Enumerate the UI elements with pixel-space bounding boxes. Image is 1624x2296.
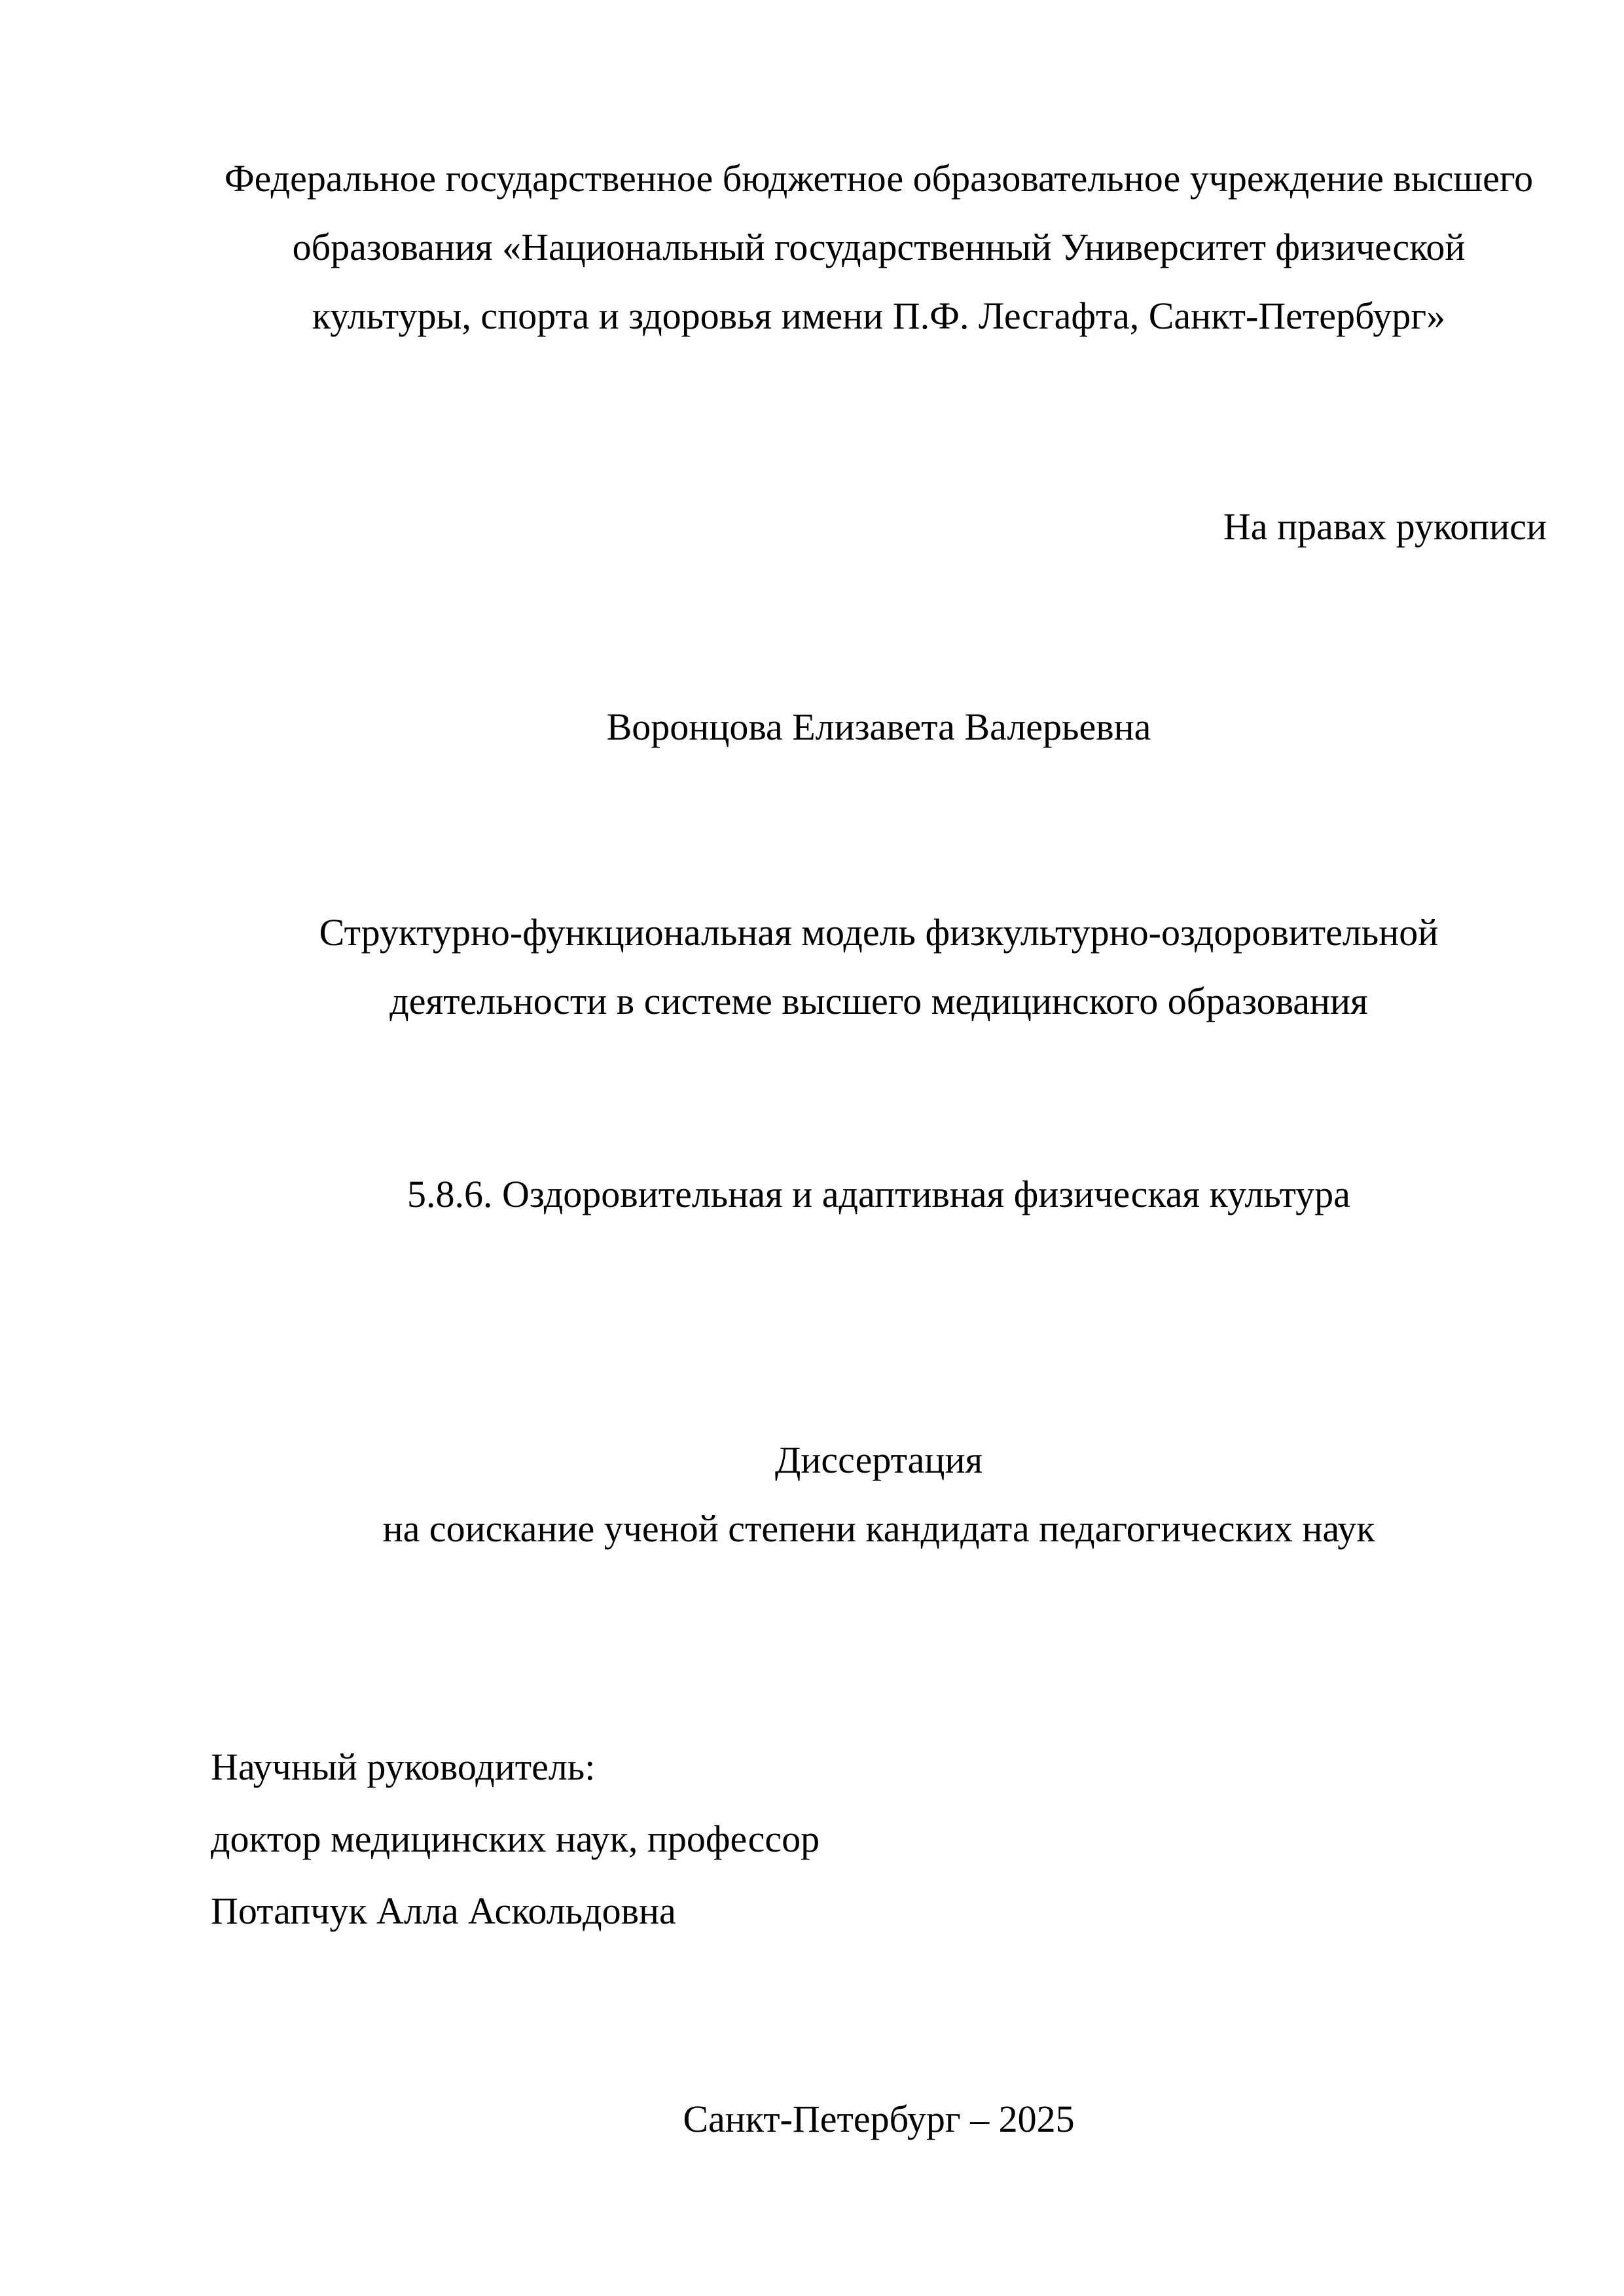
manuscript-rights-text: На правах рукописи [1223, 505, 1547, 548]
institution-line-1: Федеральное государственное бюджетное образовательное учреждение высшего [224, 157, 1534, 200]
institution-header [211, 144, 1547, 350]
dissertation-title-line-1: Структурно-функциональная модель физкультурно-оздоровительной [319, 911, 1439, 954]
dissertation-title [211, 898, 1547, 1035]
author-name-text: Воронцова Елизавета Валерьевна [606, 706, 1151, 748]
manuscript-rights-note [211, 492, 1547, 561]
supervisor-label: Научный руководитель: [211, 1746, 596, 1788]
specialty-code-text: 5.8.6. Оздоровительная и адаптивная физическая культура [407, 1173, 1350, 1215]
supervisor-block [211, 1731, 1547, 1947]
supervisor-name: Потапчук Алла Аскольдовна [211, 1890, 676, 1932]
thesis-type [211, 1426, 1547, 1563]
institution-line-3: культуры, спорта и здоровья имени П.Ф. Лесгафта, Санкт-Петербург» [312, 295, 1446, 337]
city-year [211, 2085, 1547, 2153]
institution-line-2: образования «Национальный государственный Университет физической [292, 226, 1466, 268]
author-name [211, 692, 1547, 761]
thesis-type-line-1: Диссертация [774, 1439, 983, 1481]
supervisor-degree: доктор медицинских наук, профессор [211, 1818, 820, 1860]
dissertation-title-line-2: деятельности в системе высшего медицинского образования [389, 980, 1368, 1022]
specialty-code [211, 1160, 1547, 1229]
thesis-type-line-2: на соискание ученой степени кандидата педагогических наук [382, 1507, 1375, 1550]
city-year-text: Санкт-Петербург – 2025 [683, 2098, 1075, 2140]
